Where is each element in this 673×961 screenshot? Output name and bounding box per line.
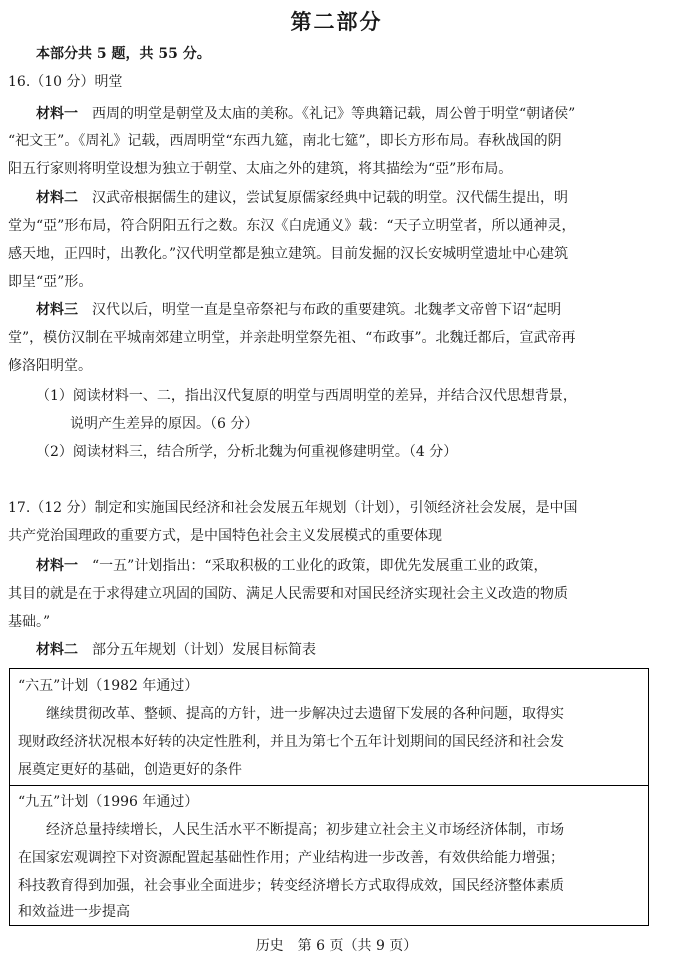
q16-material1-line: 阳五行家则将明堂设想为独立于朝堂、太庙之外的建筑，将其描绘为“亞”形布局。 <box>8 161 513 177</box>
q16-subquestion-2: （2）阅读材料三，结合所学，分析北魏为何重视修建明堂。（4 分） <box>36 444 458 460</box>
q16-material3-label: 材料三 <box>36 302 78 318</box>
q17-material1-text: “一五”计划指出：“采取积极的工业化的政策，即优先发展重工业的政策， <box>92 558 548 574</box>
q17-material1-line: 基础。” <box>8 614 51 630</box>
q16-material3-line: 堂”，模仿汉制在平城南郊建立明堂，并亲赴明堂祭先祖、“布政事”。北魏迁都后，宣武帝再 <box>8 330 576 346</box>
q16-material2-text: 汉武帝根据儒生的建议，尝试复原儒家经典中记载的明堂。汉代儒生提出，明 <box>92 190 568 206</box>
section-intro: 本部分共 5 题，共 55 分。 <box>36 46 211 62</box>
q17-material2-line <box>36 640 316 660</box>
q16-material1-line: “祀文王”。《周礼》记载，西周明堂“东西九筵，南北七筵”，即长方形布局。春秋战国的阴 <box>8 133 562 149</box>
q16-material3-line <box>36 300 561 320</box>
q16-material1-label: 材料一 <box>36 106 78 122</box>
q16-subquestion-1-cont: 说明产生差异的原因。（6 分） <box>70 416 259 432</box>
q16-material2-line: 堂为“亞”形布局，符合阴阳五行之数。东汉《白虎通义》载：“天子立明堂者，所以通神灵， <box>8 218 576 234</box>
q17-material2-label: 材料二 <box>36 642 78 658</box>
q16-material2-line: 即呈“亞”形。 <box>8 274 93 290</box>
section-title: 第二部分 <box>290 10 383 34</box>
page-footer: 历史 第 6 页（共 9 页） <box>255 938 418 954</box>
plan-9th-title: “九五”计划（1996 年通过） <box>18 794 199 810</box>
plan-9th-line: 科技教育得到加强，社会事业全面进步；转变经济增长方式取得成效，国民经济整体素质 <box>18 878 564 894</box>
plan-6th-line: 现财政经济状况根本好转的决定性胜利，并且为第七个五年计划期间的国民经济和社会发 <box>18 734 564 750</box>
q16-material1-line <box>36 104 575 124</box>
q16-material3-line: 修洛阳明堂。 <box>8 358 92 374</box>
q16-material1-text: 西周的明堂是朝堂及太庙的美称。《礼记》等典籍记载，周公曾于明堂“朝诸侯” <box>92 106 576 122</box>
plan-6th-line: 展奠定更好的基础，创造更好的条件 <box>18 762 242 778</box>
plan-6th-line: 继续贯彻改革、整顿、提高的方针，进一步解决过去遗留下发展的各种问题，取得实 <box>46 706 564 722</box>
q16-material3-text: 汉代以后，明堂一直是皇帝祭祀与布政的重要建筑。北魏孝文帝曾下诏“起明 <box>92 302 562 318</box>
q16-subquestion-1: （1）阅读材料一、二，指出汉代复原的明堂与西周明堂的差异，并结合汉代思想背景， <box>36 388 577 404</box>
q16-material2-label: 材料二 <box>36 190 78 206</box>
q17-material2-text: 部分五年规划（计划）发展目标简表 <box>92 642 316 658</box>
plan-9th-line: 和效益进一步提高 <box>18 904 130 920</box>
q17-material1-line: 其目的就是在于求得建立巩固的国防、满足人民需要和对国民经济实现社会主义改造的物质 <box>8 586 568 602</box>
q17-material1-label: 材料一 <box>36 558 78 574</box>
plan-9th-line: 在国家宏观调控下对资源配置起基础性作用；产业结构进一步改善，有效供给能力增强； <box>18 850 564 866</box>
q16-header: 16.（10 分）明堂 <box>8 74 123 90</box>
plan-9th-line: 经济总量持续增长，人民生活水平不断提高；初步建立社会主义市场经济体制，市场 <box>46 822 564 838</box>
q17-header: 17.（12 分）制定和实施国民经济和社会发展五年规划（计划），引领经济社会发展，是中国 <box>8 500 578 516</box>
q16-material2-line: 感天地，正四时，出教化。”汉代明堂都是独立建筑。目前发掘的汉长安城明堂遗址中心建筑 <box>8 246 569 262</box>
q16-material2-line <box>36 188 568 208</box>
plan-6th-title: “六五”计划（1982 年通过） <box>18 678 199 694</box>
q17-header: 共产党治国理政的重要方式，是中国特色社会主义发展模式的重要体现 <box>8 528 442 544</box>
table-row-divider <box>9 785 649 786</box>
q17-material1-line <box>36 556 547 576</box>
